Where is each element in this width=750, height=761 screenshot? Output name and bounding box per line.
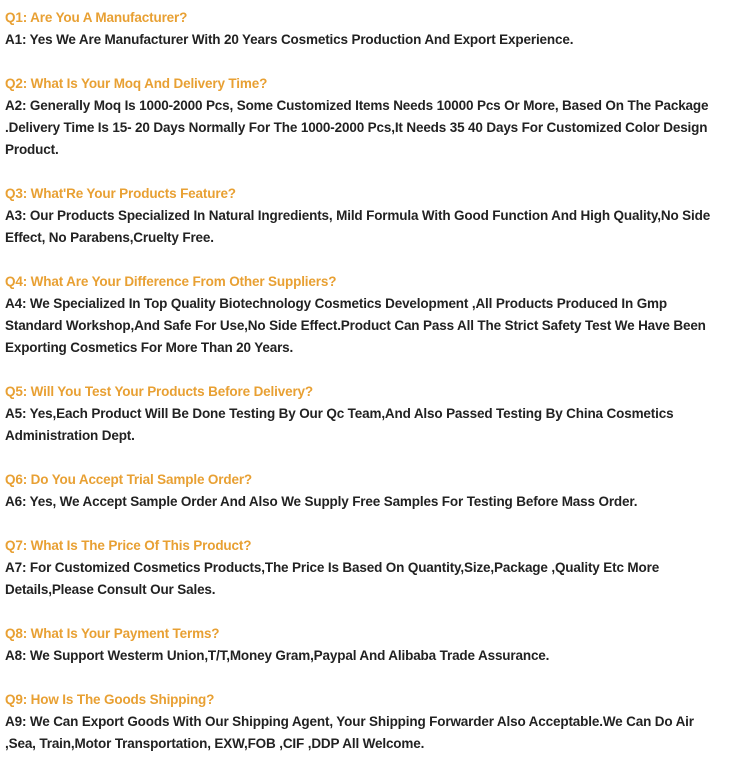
faq-item-1 bbox=[5, 7, 750, 51]
faq-item-9 bbox=[5, 689, 750, 755]
faq-question: Q6: Do You Accept Trial Sample Order? bbox=[5, 472, 253, 487]
faq-item-5 bbox=[5, 381, 750, 447]
faq-question: Q1: Are You A Manufacturer? bbox=[5, 10, 188, 25]
faq-answer: A4: We Specialized In Top Quality Biotechnology Cosmetics Development ,All Products Produced In Gmp Standard Workshop,And Safe For Use,No Side Effect.Product Can Pass All The Strict Safety Test We Have Been Exporting Cosmetics For More Than 20 Years. bbox=[5, 296, 706, 355]
faq-answer: A1: Yes We Are Manufacturer With 20 Years Cosmetics Production And Export Experience. bbox=[5, 32, 574, 47]
faq-answer: A9: We Can Export Goods With Our Shipping Agent, Your Shipping Forwarder Also Acceptable.We Can Do Air ,Sea, Train,Motor Transportation, EXW,FOB ,CIF ,DDP All Welcome. bbox=[5, 714, 694, 751]
faq-question: Q2: What Is Your Moq And Delivery Time? bbox=[5, 76, 268, 91]
faq-item-2 bbox=[5, 73, 750, 161]
faq-answer: A7: For Customized Cosmetics Products,The Price Is Based On Quantity,Size,Package ,Quality Etc More Details,Please Consult Our Sales. bbox=[5, 560, 660, 597]
faq-answer: A8: We Support Westerm Union,T/T,Money Gram,Paypal And Alibaba Trade Assurance. bbox=[5, 648, 550, 663]
faq-item-6 bbox=[5, 469, 750, 513]
faq-answer: A2: Generally Moq Is 1000-2000 Pcs, Some Customized Items Needs 10000 Pcs Or More, Based On The Package .Delivery Time Is 15- 20 Days Normally For The 1000-2000 Pcs,It Needs 35 40 Days For Customized Color Design Product. bbox=[5, 98, 709, 157]
faq-item-7 bbox=[5, 535, 750, 601]
faq-item-8 bbox=[5, 623, 750, 667]
faq-question: Q8: What Is Your Payment Terms? bbox=[5, 626, 220, 641]
faq-item-4 bbox=[5, 271, 750, 359]
faq-question: Q3: What'Re Your Products Feature? bbox=[5, 186, 236, 201]
faq-question: Q9: How Is The Goods Shipping? bbox=[5, 692, 215, 707]
faq-question: Q5: Will You Test Your Products Before Delivery? bbox=[5, 384, 314, 399]
faq-question: Q4: What Are Your Difference From Other Suppliers? bbox=[5, 274, 337, 289]
faq-answer: A6: Yes, We Accept Sample Order And Also We Supply Free Samples For Testing Before Mass Order. bbox=[5, 494, 638, 509]
faq-item-3 bbox=[5, 183, 750, 249]
faq-question: Q7: What Is The Price Of This Product? bbox=[5, 538, 252, 553]
faq-answer: A5: Yes,Each Product Will Be Done Testing By Our Qc Team,And Also Passed Testing By China Cosmetics Administration Dept. bbox=[5, 406, 674, 443]
faq-answer: A3: Our Products Specialized In Natural Ingredients, Mild Formula With Good Function And High Quality,No Side Effect, No Parabens,Cruelty Free. bbox=[5, 208, 711, 245]
